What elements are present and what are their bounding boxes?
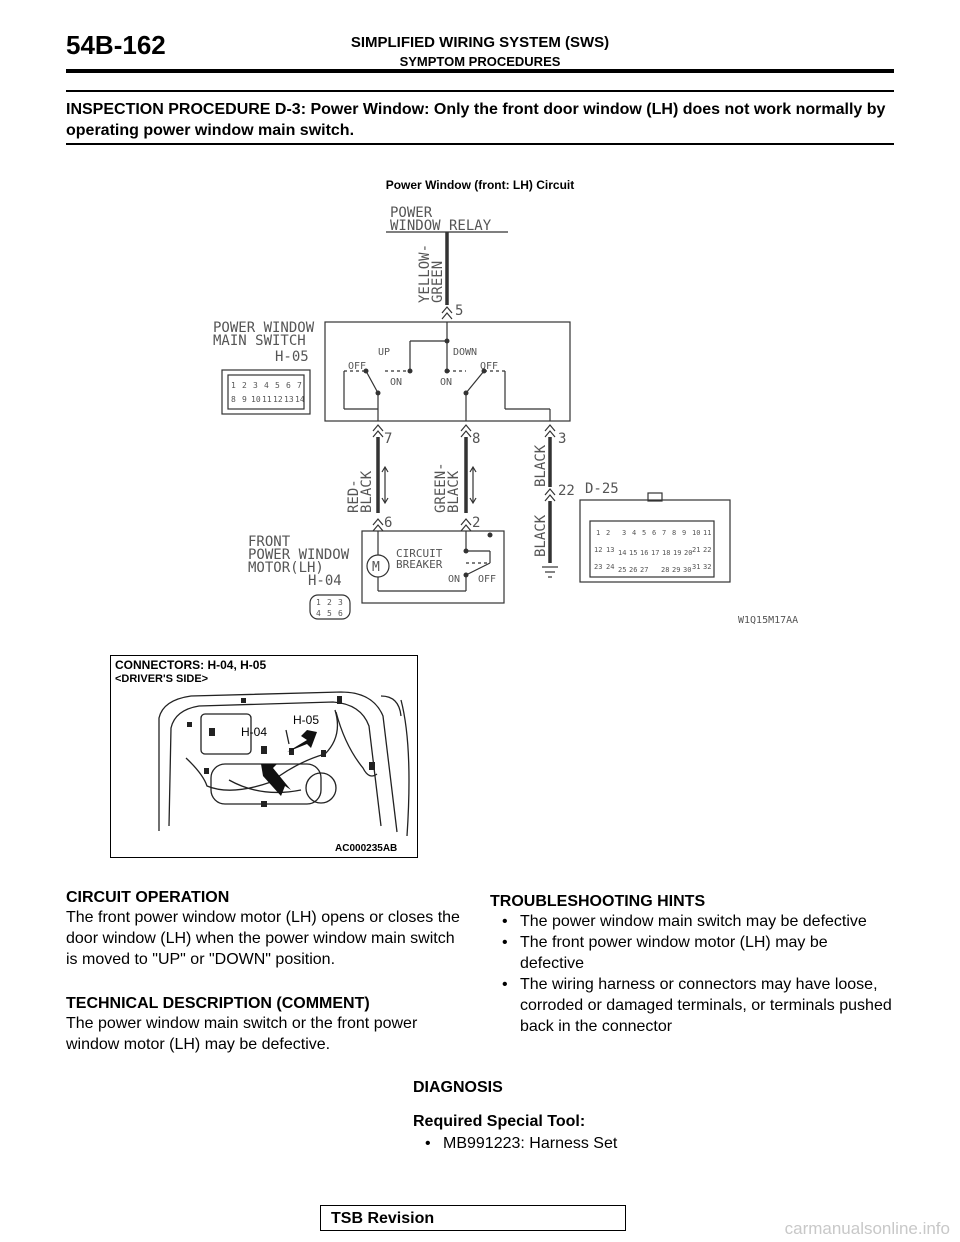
tool-item: • MB991223: Harness Set xyxy=(413,1133,813,1154)
d25-pin: 23 xyxy=(594,563,603,571)
d25-pin: 20 xyxy=(684,549,693,557)
wire-red-label-2: BLACK xyxy=(359,470,375,513)
d25-pin: 15 xyxy=(629,549,638,557)
circuit-diagram xyxy=(0,195,960,635)
d25-pin: 12 xyxy=(594,546,603,554)
pin-2: 2 xyxy=(472,515,481,531)
d25-pin: 31 xyxy=(692,563,701,571)
motor-label-3: MOTOR(LH) xyxy=(248,560,324,576)
switch-on-right: ON xyxy=(440,377,453,388)
connector-figure-title: CONNECTORS: H-04, H-05 xyxy=(115,658,267,672)
h05-pin: 10 xyxy=(251,395,261,404)
d25-pin: 18 xyxy=(662,549,671,557)
h05-pin: 8 xyxy=(231,395,236,404)
motor-symbol: M xyxy=(372,560,380,575)
d25-pin: 25 xyxy=(618,566,627,574)
door-illustration xyxy=(111,656,417,857)
pin-5: 5 xyxy=(455,303,464,319)
d25-pin: 11 xyxy=(703,529,712,537)
h05-pin: 5 xyxy=(275,381,280,390)
h05-pin: 11 xyxy=(262,395,272,404)
d25-pin: 1 xyxy=(596,529,601,537)
d25-pin: 28 xyxy=(661,566,670,574)
d25-pin: 5 xyxy=(642,529,647,537)
h05-pin: 4 xyxy=(264,381,269,390)
hint-item: • The wiring harness or connectors may have loose, corroded or damaged terminals, or terminals pushed back in the connector xyxy=(490,974,894,1037)
wire-green-label-1: GREEN- xyxy=(433,462,449,513)
d25-pin: 27 xyxy=(640,566,649,574)
h05-pin: 3 xyxy=(253,381,258,390)
d25-pin: 8 xyxy=(672,529,677,537)
section-title: SIMPLIFIED WIRING SYSTEM (SWS) xyxy=(350,34,610,51)
breaker-on: ON xyxy=(448,574,461,585)
d25-pin: 16 xyxy=(640,549,649,557)
d25-pin: 13 xyxy=(606,546,615,554)
d25-pin: 2 xyxy=(606,529,611,537)
main-switch-id: H-05 xyxy=(275,349,309,365)
d25-pin: 7 xyxy=(662,529,667,537)
relay-label-1: POWER xyxy=(390,205,433,221)
label-h04: H-04 xyxy=(241,725,268,739)
hint-item: • The power window main switch may be defective xyxy=(490,911,894,932)
wire-black-label-2: BLACK xyxy=(533,514,549,557)
wire-top-label-1: YELLOW- xyxy=(417,243,433,303)
h05-pin: 12 xyxy=(273,395,283,404)
pin-6: 6 xyxy=(384,515,393,531)
section-subtitle: SYMPTOM PROCEDURES xyxy=(399,54,561,69)
h05-pin: 1 xyxy=(231,381,236,390)
h05-pin: 14 xyxy=(295,395,305,404)
hint-item: • The front power window motor (LH) may be defective xyxy=(490,932,894,974)
switch-down-label: DOWN xyxy=(453,347,478,358)
breaker-label-2: BREAKER xyxy=(396,558,443,571)
switch-off-left: OFF xyxy=(348,361,367,372)
d25-pin: 26 xyxy=(629,566,638,574)
wire-red-label-1: RED- xyxy=(346,479,362,513)
title-rule-top xyxy=(66,90,894,92)
motor-id: H-04 xyxy=(308,573,342,589)
d25-pin: 22 xyxy=(703,546,712,554)
main-switch-label-1: POWER WINDOW xyxy=(213,320,315,336)
switch-on-left: ON xyxy=(390,377,403,388)
pin-3: 3 xyxy=(558,431,567,447)
troubleshooting-heading: TROUBLESHOOTING HINTS xyxy=(490,893,706,910)
header-rule xyxy=(66,69,894,73)
pin-22: 22 xyxy=(558,483,575,499)
breaker-off: OFF xyxy=(478,574,497,585)
pin-8: 8 xyxy=(472,431,481,447)
switch-up-label: UP xyxy=(378,347,391,358)
right-column xyxy=(490,893,894,1037)
pin-7: 7 xyxy=(384,431,393,447)
motor-label-2: POWER WINDOW xyxy=(248,547,350,563)
d25-pin: 3 xyxy=(622,529,627,537)
required-tool-heading: Required Special Tool: xyxy=(413,1113,586,1130)
d25-pin: 29 xyxy=(672,566,681,574)
h05-pin: 7 xyxy=(297,381,302,390)
watermark: carmanualsonline.info xyxy=(784,1219,950,1238)
wire-top-label-2: GREEN xyxy=(430,260,446,303)
title-rule-bottom xyxy=(66,143,894,145)
breaker-label-1: CIRCUIT xyxy=(396,547,443,560)
d25-pin: 32 xyxy=(703,563,712,571)
connector-figure-code: AC000235AB xyxy=(335,843,398,854)
procedure-title: INSPECTION PROCEDURE D-3: Power Window: Only the front door window (LH) does not work normally by operating power window main switch. xyxy=(66,101,886,139)
h05-pin: 9 xyxy=(242,395,247,404)
wire-black-label-1: BLACK xyxy=(533,444,549,487)
h04-pin: 5 xyxy=(327,609,332,618)
d25-pin: 10 xyxy=(692,529,701,537)
h05-pin: 13 xyxy=(284,395,294,404)
d25-pin: 21 xyxy=(692,546,701,554)
d25-pin: 24 xyxy=(606,563,615,571)
page-number: 54B-162 xyxy=(66,30,166,60)
h04-pin: 6 xyxy=(338,609,343,618)
d25-pin: 14 xyxy=(618,549,627,557)
relay-label-2: WINDOW RELAY xyxy=(390,218,492,234)
switch-off-right: OFF xyxy=(480,361,499,372)
tsb-revision-box: TSB Revision xyxy=(320,1205,626,1231)
diagnosis-heading: DIAGNOSIS xyxy=(413,1079,503,1096)
d25-pin: 17 xyxy=(651,549,660,557)
technical-description-heading: TECHNICAL DESCRIPTION (COMMENT) xyxy=(66,995,370,1012)
d25-pin: 30 xyxy=(683,566,692,574)
d25-pin: 4 xyxy=(632,529,637,537)
left-column xyxy=(66,889,466,1055)
circuit-operation-heading: CIRCUIT OPERATION xyxy=(66,889,230,906)
wire-green-label-2: BLACK xyxy=(446,470,462,513)
h04-pin: 2 xyxy=(327,598,332,607)
circuit-figure-title: Power Window (front: LH) Circuit xyxy=(385,178,575,192)
troubleshooting-list xyxy=(490,911,894,1037)
motor-label-1: FRONT xyxy=(248,534,291,550)
ground-connector-id: D-25 xyxy=(585,481,619,497)
h05-pin: 6 xyxy=(286,381,291,390)
d25-pin: 19 xyxy=(673,549,682,557)
h04-pin: 3 xyxy=(338,598,343,607)
h05-pin: 2 xyxy=(242,381,247,390)
d25-pin: 9 xyxy=(682,529,687,537)
h04-pin: 1 xyxy=(316,598,321,607)
connector-location-figure xyxy=(110,655,418,858)
d25-pin: 6 xyxy=(652,529,657,537)
label-h05: H-05 xyxy=(293,713,320,727)
main-switch-label-2: MAIN SWITCH xyxy=(213,333,306,349)
tool-list xyxy=(413,1133,813,1154)
technical-description-text: The power window main switch or the front power window motor (LH) may be defective. xyxy=(66,1015,418,1053)
circuit-diagram-code: W1Q15M17AA xyxy=(738,615,799,626)
connector-figure-subtitle: <DRIVER'S SIDE> xyxy=(115,673,209,685)
circuit-operation-text: The front power window motor (LH) opens or closes the door window (LH) when the power window main switch is moved to "UP" or "DOWN" position. xyxy=(66,909,460,968)
h04-pin: 4 xyxy=(316,609,321,618)
